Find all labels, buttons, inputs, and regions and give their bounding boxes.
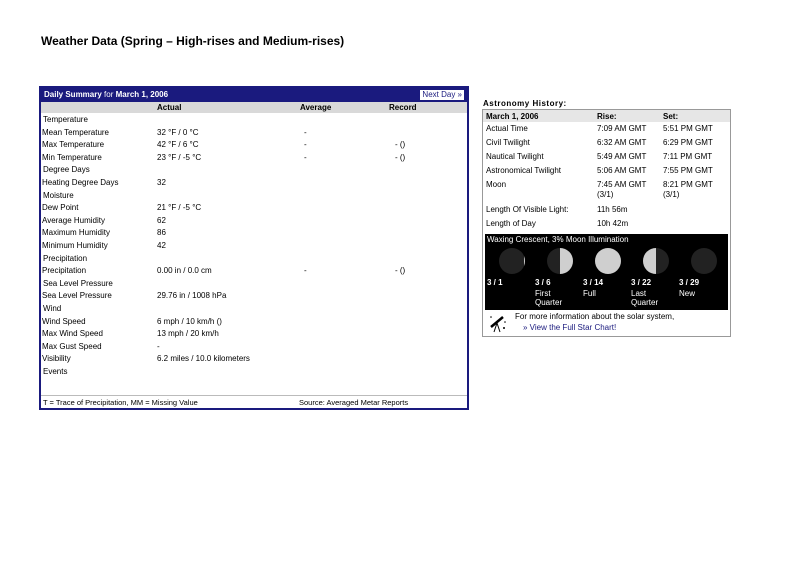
daily-summary-header xyxy=(41,88,467,102)
info-text: For more information about the solar system, xyxy=(515,312,675,321)
row-label: Average Humidity xyxy=(42,215,105,225)
row-label: Max Wind Speed xyxy=(42,329,103,339)
row-label: Precipitation xyxy=(42,266,87,276)
astro-rise: 7:45 AM GMT xyxy=(597,180,647,189)
daily-summary-panel xyxy=(39,86,469,410)
section-heading xyxy=(41,254,467,266)
table-row xyxy=(41,291,467,303)
moon-phase-date: 3 / 29 xyxy=(679,278,700,287)
moon-phase-name: New xyxy=(679,289,696,298)
footer-legend: T = Trace of Precipitation, MM = Missing Value xyxy=(43,398,198,407)
moon-phase-icon xyxy=(595,248,621,274)
row-record: - () xyxy=(395,152,406,162)
set-header: Set: xyxy=(663,112,679,121)
row-actual: 0.00 in / 0.0 cm xyxy=(157,266,212,276)
section-heading xyxy=(41,304,467,316)
section-heading xyxy=(41,191,467,203)
section-label: Events xyxy=(43,367,68,376)
astro-set-date: (3/1) xyxy=(663,190,680,199)
section-label: Wind xyxy=(43,304,62,313)
astro-label: Length of Day xyxy=(486,219,536,228)
row-label: Wind Speed xyxy=(42,316,86,326)
row-average: - xyxy=(304,140,307,150)
row-label: Dew Point xyxy=(42,203,79,213)
row-label: Visibility xyxy=(42,354,71,364)
moon-phase-date: 3 / 1 xyxy=(487,278,503,287)
astronomy-title: Astronomy History: xyxy=(483,99,567,108)
row-label: Max Gust Speed xyxy=(42,341,102,351)
moon-phase-icon xyxy=(643,248,669,274)
row-record: - () xyxy=(395,140,406,150)
astro-rise: 7:09 AM GMT xyxy=(597,124,647,133)
moon-phase-name: Full xyxy=(583,289,596,298)
table-row xyxy=(41,203,467,215)
row-actual: 29.76 in / 1008 hPa xyxy=(157,291,227,301)
row-actual: 23 °F / -5 °C xyxy=(157,152,202,162)
moon-phase-icon xyxy=(691,248,717,274)
table-row xyxy=(41,128,467,140)
row-label: Minimum Humidity xyxy=(42,241,108,250)
astro-rise: 10h 42m xyxy=(597,219,629,228)
page-title: Weather Data (Spring – High-rises and Medium-rises) xyxy=(41,34,345,48)
section-label: Degree Days xyxy=(43,165,90,175)
moon-phase-date: 3 / 14 xyxy=(583,278,604,287)
column-actual: Actual xyxy=(157,103,182,112)
daily-summary-label: Daily Summary xyxy=(44,90,102,99)
daily-summary-title xyxy=(44,90,168,99)
star-chart-link[interactable]: » View the Full Star Chart! xyxy=(523,323,617,332)
moon-phase-icon xyxy=(547,248,573,274)
row-label: Sea Level Pressure xyxy=(42,291,112,301)
section-heading xyxy=(41,367,467,379)
astro-label: Civil Twilight xyxy=(486,138,530,147)
row-actual: - xyxy=(157,341,160,351)
column-record: Record xyxy=(389,103,417,112)
daily-summary-footer xyxy=(41,395,467,408)
daily-summary-for: for xyxy=(101,90,116,99)
row-actual: 21 °F / -5 °C xyxy=(157,203,202,213)
section-heading xyxy=(41,165,467,177)
astro-label: Actual Time xyxy=(486,124,528,133)
astro-set: 5:51 PM GMT xyxy=(663,124,713,133)
table-row xyxy=(41,241,467,253)
table-row xyxy=(41,329,467,341)
moon-phase-name: Last Quarter xyxy=(631,289,659,307)
row-actual: 42 xyxy=(157,241,166,250)
moon-phase-panel xyxy=(485,234,728,310)
row-average: - xyxy=(304,127,307,137)
row-label: Maximum Humidity xyxy=(42,228,111,238)
moon-phase-date: 3 / 22 xyxy=(631,278,652,287)
astro-set: 8:21 PM GMT xyxy=(663,180,713,189)
moon-phase-name: First Quarter xyxy=(535,289,563,307)
row-actual: 32 xyxy=(157,178,166,187)
section-heading xyxy=(41,115,467,127)
column-average: Average xyxy=(300,103,332,112)
rise-header: Rise: xyxy=(597,112,617,121)
astro-label: Astronomical Twilight xyxy=(486,166,561,175)
moon-caption: Waxing Crescent, 3% Moon Illumination xyxy=(487,235,629,244)
row-actual: 32 °F / 0 °C xyxy=(157,127,199,137)
astro-rise: 5:49 AM GMT xyxy=(597,152,647,161)
telescope-icon xyxy=(488,313,508,333)
row-actual: 6 mph / 10 km/h () xyxy=(157,316,222,326)
row-record: - () xyxy=(395,266,406,276)
table-row xyxy=(41,342,467,354)
row-label: Min Temperature xyxy=(42,152,102,162)
astro-rise: 5:06 AM GMT xyxy=(597,166,647,175)
star-chart-info xyxy=(485,312,728,334)
astro-rise-date: (3/1) xyxy=(597,190,614,199)
astro-label: Length Of Visible Light: xyxy=(486,205,569,214)
astro-rise: 6:32 AM GMT xyxy=(597,138,647,147)
column-header-row xyxy=(41,102,467,113)
table-row xyxy=(41,178,467,190)
table-row xyxy=(41,153,467,165)
section-label: Temperature xyxy=(43,115,88,124)
section-label: Precipitation xyxy=(43,253,88,263)
row-label: Heating Degree Days xyxy=(42,178,119,187)
row-actual: 6.2 miles / 10.0 kilometers xyxy=(157,354,250,364)
daily-summary-date: March 1, 2006 xyxy=(115,90,169,99)
section-label: Moisture xyxy=(43,190,74,200)
table-row xyxy=(41,140,467,152)
astro-set: 7:55 PM GMT xyxy=(663,166,713,175)
astronomy-header xyxy=(483,110,730,122)
astro-set: 7:11 PM GMT xyxy=(663,152,713,161)
astro-set: 6:29 PM GMT xyxy=(663,138,713,147)
table-row xyxy=(41,216,467,228)
row-actual: 42 °F / 6 °C xyxy=(157,140,199,150)
moon-phase-date: 3 / 6 xyxy=(535,278,551,287)
table-row xyxy=(41,354,467,366)
row-actual: 86 xyxy=(157,228,166,238)
next-day-button[interactable]: Next Day » xyxy=(419,89,465,101)
section-heading xyxy=(41,279,467,291)
astronomy-panel xyxy=(482,109,731,337)
section-label: Sea Level Pressure xyxy=(43,278,113,288)
row-actual: 13 mph / 20 km/h xyxy=(157,329,219,339)
row-average: - xyxy=(304,266,307,276)
moon-phase-icon xyxy=(499,248,525,274)
astronomy-date: March 1, 2006 xyxy=(486,112,539,121)
row-label: Max Temperature xyxy=(42,140,105,150)
row-actual: 62 xyxy=(157,215,166,225)
table-row xyxy=(41,228,467,240)
astro-rise: 11h 56m xyxy=(597,205,628,214)
table-row xyxy=(41,266,467,278)
astro-label: Nautical Twilight xyxy=(486,152,544,161)
footer-source: Source: Averaged Metar Reports xyxy=(299,398,409,407)
row-average: - xyxy=(304,152,307,162)
table-row xyxy=(41,317,467,329)
row-label: Mean Temperature xyxy=(42,127,109,137)
astro-label: Moon xyxy=(486,180,507,189)
